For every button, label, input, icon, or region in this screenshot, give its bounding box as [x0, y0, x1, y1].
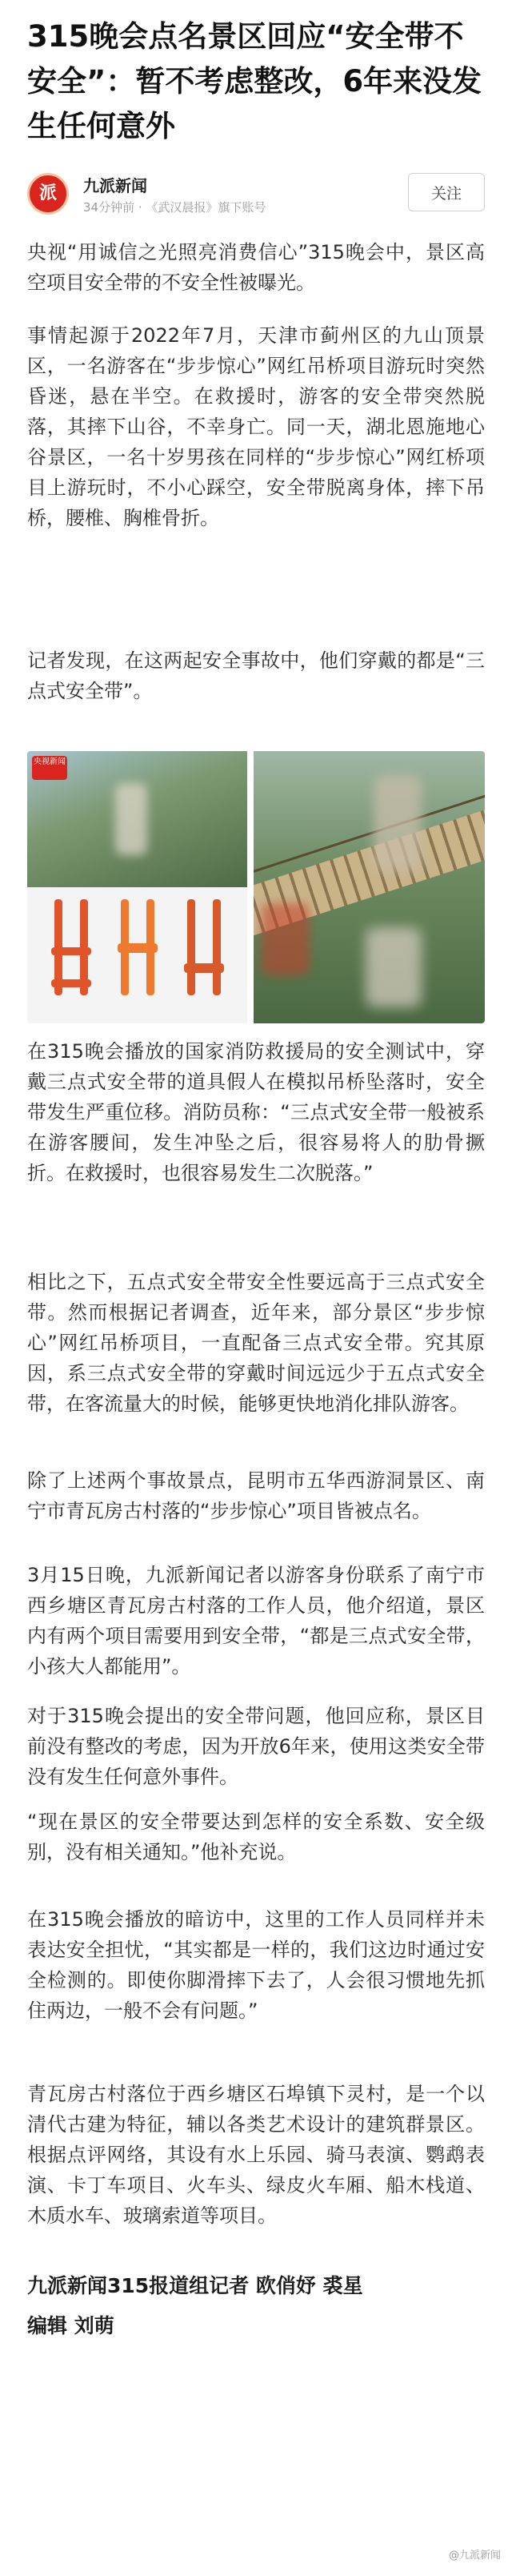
- photo-bridge-panel: [254, 751, 485, 1023]
- harness-icon: [43, 899, 99, 1011]
- paragraph-safety-test: 在315晚会播放的国家消防救援局的安全测试中，穿戴三点式安全带的道具假人在模拟吊桥坠落时，安全带发生严重位移。消防员称：“三点式安全带一般被系在游客腰间，发生冲坠之后，很容易将人的肋骨撅折。在救援时，也很容易发生二次脱落。”: [27, 1040, 485, 1184]
- paragraph-response: 对于315晚会提出的安全带问题，他回应称，景区目前没有整改的考虑，因为开放6年来，使用这类安全带没有发生任何意外事件。: [27, 1705, 485, 1788]
- paragraph-comparison: 相比之下，五点式安全带安全性要远高于三点式安全带。然而根据记者调查，近年来，部分景区“步步惊心”网红吊桥项目，一直配备三点式安全带。究其原因，系三点式安全带的穿戴时间远远少于五点式安全带，在客流量大的时候，能够更快地消化排队游客。: [27, 1271, 485, 1415]
- source-meta: 34分钟前 · 《武汉晨报》旗下账号: [83, 200, 266, 215]
- watermark: @九派新闻: [448, 2550, 501, 2562]
- follow-button[interactable]: 关注: [408, 173, 485, 211]
- byline-reporters: 九派新闻315报道组记者 欧俏妤 裘星: [27, 2274, 363, 2297]
- photo-harness-panel: [27, 751, 247, 1023]
- paragraph-quote: “现在景区的安全带要达到怎样的安全系数、安全级别，没有相关通知。”他补充说。: [27, 1810, 485, 1863]
- news-photo: [27, 751, 485, 1023]
- paragraph-phone-call: 3月15日晚，九派新闻记者以游客身份联系了南宁市西乡塘区青瓦房古村落的工作人员，他介绍道，景区内有两个项目需要用到安全带，“都是三点式安全带，小孩大人都能用”。: [27, 1564, 485, 1678]
- harness-icon: [176, 899, 232, 1011]
- photo-logo: 央视新闻: [32, 756, 67, 780]
- harness-icon: [110, 899, 166, 1011]
- article-title: 315晚会点名景区回应“安全带不安全”：暂不考虑整改，6年来没发生任何意外: [27, 19, 482, 143]
- avatar[interactable]: [27, 173, 69, 215]
- paragraph-other-sites: 除了上述两个事故景点，昆明市五华西游洞景区、南宁市青瓦房古村落的“步步惊心”项目皆被点名。: [27, 1469, 485, 1522]
- paragraph-origin: 事情起源于2022年7月，天津市蓟州区的九山顶景区，一名游客在“步步惊心”网红吊桥项目游玩时突然昏迷，悬在半空。在救援时，游客的安全带突然脱落，其摔下山谷，不幸身亡。同一天，湖北恩施地心谷景区，一名十岁男孩在同样的“步步惊心”网红桥项目上游玩时，不小心踩空，安全带脱离身体，摔下吊桥，腰椎、胸椎骨折。: [27, 324, 485, 529]
- byline-editor: 编辑 刘萌: [27, 2314, 114, 2337]
- paragraph-undercover: 在315晚会播放的暗访中，这里的工作人员同样并未表达安全担忧，“其实都是一样的，我们这边时通过安全检测的。即使你脚滑摔下去了，人会很习惯地先抓住两边，一般不会有问题。”: [27, 1908, 485, 2022]
- paragraph-intro: 央视“用诚信之光照亮消费信心”315晚会中，景区高空项目安全带的不安全性被曝光。: [27, 241, 485, 294]
- paragraph-finding: 记者发现，在这两起安全事故中，他们穿戴的都是“三点式安全带”。: [27, 649, 485, 702]
- avatar-logo-icon: 派: [38, 183, 57, 203]
- source-name[interactable]: 九派新闻: [83, 176, 147, 195]
- source-bar: [27, 170, 485, 221]
- paragraph-village: 青瓦房古村落位于西乡塘区石埠镇下灵村，是一个以清代古建为特征，辅以各类艺术设计的建筑群景区。根据点评网络，其设有水上乐园、骑马表演、鹦鹉表演、卡丁车项目、火车头、绿皮火车厢、船木栈道、木质水车、玻璃索道等项目。: [27, 2083, 485, 2227]
